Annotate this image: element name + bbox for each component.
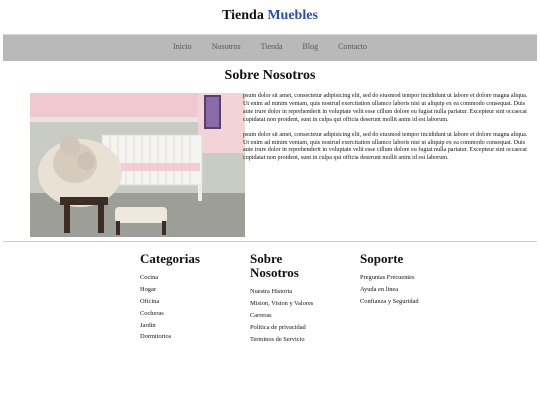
footer-link[interactable]: Nuestra Historia bbox=[250, 288, 293, 295]
footer-link[interactable]: Confianza y Seguridad bbox=[360, 297, 419, 305]
footer-link[interactable]: Ayuda en linea bbox=[360, 285, 399, 293]
nav-nosotros[interactable]: Nosotros bbox=[211, 42, 241, 51]
page-title: Sobre Nosotros bbox=[224, 68, 316, 83]
footer-link[interactable]: Mision, Vision y Valores bbox=[250, 299, 314, 307]
footer-link[interactable]: Cocheras bbox=[140, 309, 164, 317]
footer-link[interactable]: Oficina bbox=[140, 297, 160, 305]
about-text bbox=[243, 93, 533, 170]
footer-col-sobre bbox=[250, 252, 320, 347]
footer-link[interactable]: Hogar bbox=[140, 285, 156, 293]
nav-contacto[interactable]: Contacto bbox=[338, 42, 367, 51]
nursery-photo bbox=[30, 93, 245, 237]
footer-heading-categorias: Categorias bbox=[140, 251, 200, 266]
footer-divider bbox=[3, 241, 537, 242]
brand-main: Tienda bbox=[222, 8, 264, 23]
footer-link[interactable]: Carreras bbox=[250, 311, 272, 319]
brand-accent: Muebles bbox=[267, 8, 318, 23]
about-paragraph-1: psum dolor sit amet, consectetur adipisicing elit, sed do eiusmod tempor incididunt ut labore et dolore magna aliqua. Ut enim ad minim veniam, quis nostrud exercitation ullamco laboris nisi ut aliquip ex ea commodo consequat. Duis aute irure dolor in reprehenderit in voluptate velit esse cillum dolore eu fugiat nulla pariatur. Excepteur sint occaecat cupidatat non proident, sunt in culpa qui officia deserunt mollit anim id est laborum. bbox=[243, 93, 528, 123]
footer-col-soporte bbox=[360, 252, 470, 310]
main-nav bbox=[3, 34, 537, 61]
nav-inicio[interactable]: Inicio bbox=[173, 42, 192, 51]
nav-blog[interactable]: Blog bbox=[302, 42, 319, 51]
footer-col-categorias bbox=[140, 252, 240, 345]
footer-link[interactable]: Terminos de Servicio bbox=[250, 335, 305, 343]
footer-link[interactable]: Cocina bbox=[140, 274, 159, 281]
footer-link[interactable]: Politica de privacidad bbox=[250, 323, 306, 331]
footer-heading-sobre: Sobre Nosotros bbox=[250, 251, 299, 280]
nav-tienda[interactable]: Tienda bbox=[260, 42, 283, 51]
site-brand bbox=[0, 8, 540, 24]
about-paragraph-2: psum dolor sit amet, consectetur adipisicing elit, sed do eiusmod tempor incididunt ut labore et dolore magna aliqua. Ut enim ad minim veniam, quis nostrud exercitation ullamco laboris nisi ut aliquip ex ea commodo consequat. Duis aute irure dolor in reprehenderit in voluptate velit esse cillum dolore eu fugiat nulla pariatur. Excepteur sint occaecat cupidatat non proident, sunt in culpa qui officia deserunt mollit anim id est laborum. bbox=[243, 131, 528, 162]
footer-link[interactable]: Jardin bbox=[140, 321, 156, 329]
footer-link[interactable]: Preguntas Frecuentes bbox=[360, 274, 415, 281]
footer-link[interactable]: Dormitorios bbox=[140, 333, 172, 341]
footer-heading-soporte: Soporte bbox=[360, 251, 404, 266]
